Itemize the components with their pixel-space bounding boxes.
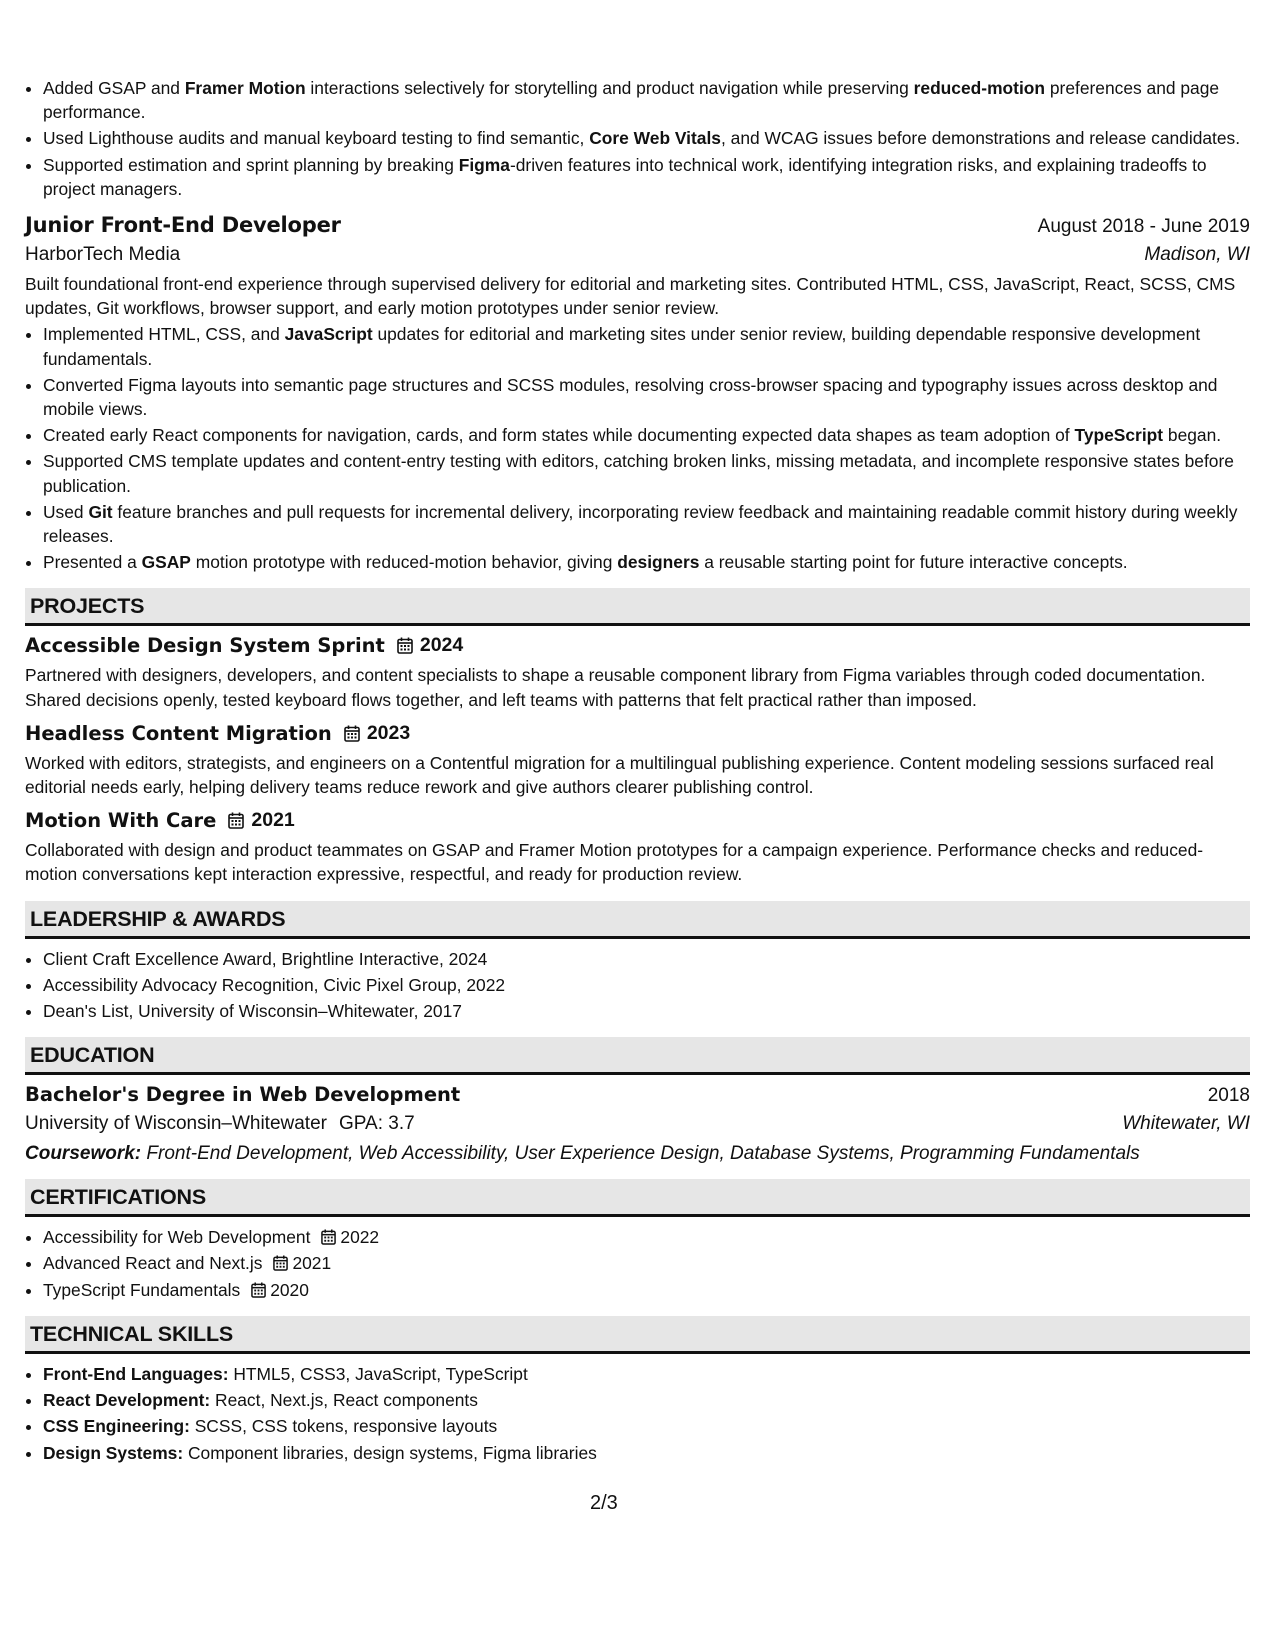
bullet-keyword: GSAP [141,552,191,573]
bullet-text: interactions selectively for storytelling and product navigation while preserving [305,78,914,98]
calendar-icon [344,725,360,742]
bullet-text: Supported estimation and sprint planning by breaking [43,154,459,175]
awards-list [25,947,1250,1024]
project-description: Worked with editors, strategists, and engineers on a Contentful migration for a multilingual publishing experience. Content modeling sessions surfaced real editorial needs early, helping delivery teams reduce rework and give authors clearer publishing control. [25,752,1214,798]
bullet-text: began. [1163,425,1222,446]
bullet-text: motion prototype with reduced-motion behavior, giving [190,552,618,573]
award-item: • Client Craft Excellence Award, Brightline Interactive, 2024 [43,947,1250,971]
bullet-text: Added GSAP and [43,78,185,98]
section-heading-skills: TECHNICAL SKILLS [25,1316,1250,1354]
certification-name: Advanced React and Next.js [43,1253,263,1274]
project-description: Partnered with designers, developers, and content specialists to shape a reusable component library from Figma variables through coded documentation. Shared decisions openly, tested keyboard flows together, and left teams with patterns that felt practical rather than imposed. [25,665,1206,710]
project-year: 2021 [251,809,295,832]
bullet-text: Implemented HTML, CSS, and [43,324,285,345]
skill-value: Component libraries, design systems, Figma libraries [183,1442,597,1463]
bullet-text: -driven features into technical work, identifying integration risks, and explaining tradeoffs to project managers. [43,154,1207,199]
education-year: 2018 [1207,1085,1250,1107]
certification-year: 2020 [270,1279,309,1300]
job-title: Junior Front-End Developer [25,213,341,238]
bullet-keyword: reduced-motion [913,78,1046,98]
project-name: Headless Content Migration [25,721,332,745]
bullet-text: Supported CMS template updates and content-entry testing with editors, catching broken links, missing metadata, and incomplete responsive states before publication. [43,451,1234,496]
education-gpa: GPA: 3.7 [338,1113,415,1135]
bullet-item [43,153,1250,201]
bullet-text: Converted Figma layouts into semantic page structures and SCSS modules, resolving cross-browser spacing and typography issues across desktop and mobile views. [43,374,1218,420]
education-location: Whitewater, WI [1122,1113,1250,1135]
project-year: 2023 [366,721,411,744]
calendar-icon [273,1255,288,1271]
calendar-icon [228,812,244,829]
bullet-item [43,423,1250,447]
bullet-keyword: Framer Motion [184,78,306,98]
certification-name: TypeScript Fundamentals [43,1279,241,1300]
certification-year: 2022 [340,1227,380,1248]
job-location: Madison, WI [1144,244,1250,266]
bullet-text: preferences and page performance. [43,78,1220,123]
skill-item [43,1388,1250,1412]
bullet-item [43,550,1250,574]
education-entry [25,1083,1250,1165]
skill-label: React Development: [43,1390,211,1411]
project-name: Accessible Design System Sprint [25,634,385,658]
experience-continued-bullets [25,76,1250,201]
bullet-text: feature branches and pull requests for incremental delivery, incorporating review feedback and maintaining readable commit history during weekly releases. [43,501,1238,547]
calendar-icon [251,1282,266,1298]
bullet-item [43,500,1250,548]
job-company: HarborTech Media [25,244,181,266]
bullet-text: Used [43,501,89,522]
bullet-item [43,449,1250,497]
section-heading-education: EDUCATION [25,1037,1250,1075]
job-dates: August 2018 - June 2019 [1037,216,1250,238]
award-item: • Accessibility Advocacy Recognition, Civic Pixel Group, 2022 [43,973,1250,997]
award-item: • Dean's List, University of Wisconsin–Whitewater, 2017 [43,999,1250,1023]
bullet-keyword: Git [88,501,113,522]
job-summary: Built foundational front-end experience through supervised delivery for editorial and marketing sites. Contributed HTML, CSS, JavaScript, React, SCSS, CMS updates, Git workflows, browser support, and early motion prototypes under senior review. [25,274,1236,319]
section-heading-certifications: CERTIFICATIONS [25,1179,1250,1217]
bullet-item [43,322,1250,370]
skill-value: SCSS, CSS tokens, responsive layouts [189,1416,498,1437]
calendar-icon [321,1229,336,1245]
bullet-item [43,373,1250,421]
coursework-list: Front-End Development, Web Accessibility, User Experience Design, Database Systems, Programming Fundamentals [141,1143,1140,1165]
skills-list [25,1362,1250,1465]
education-school: University of Wisconsin–Whitewater [25,1113,327,1135]
coursework-label: Coursework: [25,1143,142,1165]
bullet-text: Presented a [43,552,142,573]
bullet-item [43,76,1250,124]
skill-item [43,1441,1250,1465]
project-heading [25,722,1250,745]
project-heading [25,809,1250,832]
certification-item [43,1225,1250,1249]
resume-page [25,76,1250,1467]
skill-item [43,1414,1250,1438]
certifications-list [25,1225,1250,1302]
certification-name: Accessibility for Web Development [43,1227,311,1248]
projects-list [25,634,1250,886]
job-junior-front-end [25,213,1250,574]
bullet-text: , and WCAG issues before demonstrations and release candidates. [720,128,1241,149]
certification-item [43,1278,1250,1302]
project-year: 2024 [419,634,464,657]
bullet-keyword: TypeScript [1074,425,1164,446]
bullet-keyword: JavaScript [284,324,373,345]
bullet-keyword: Figma [458,154,510,175]
bullet-keyword: designers [617,552,700,573]
project-name: Motion With Care [25,809,217,833]
section-heading-projects: PROJECTS [25,588,1250,626]
skill-item [43,1362,1250,1386]
skill-label: CSS Engineering: [43,1416,190,1437]
bullet-text: a reusable starting point for future interactive concepts. [699,552,1128,573]
certification-year: 2021 [292,1253,332,1274]
page-number: 2/3 [590,1492,618,1514]
calendar-icon [397,637,413,654]
bullet-text: Created early React components for navigation, cards, and form states while documenting expected data shapes as team adoption of [43,425,1075,446]
education-degree: Bachelor's Degree in Web Development [25,1083,461,1107]
bullet-item [43,126,1250,150]
project-description: Collaborated with design and product teammates on GSAP and Framer Motion prototypes for a campaign experience. Performance checks and reduced-motion conversations kept interaction expressive, respectful, and ready for production review. [25,840,1204,885]
section-heading-leadership: LEADERSHIP & AWARDS [25,901,1250,939]
skill-value: HTML5, CSS3, JavaScript, TypeScript [228,1363,528,1384]
bullet-text: Used Lighthouse audits and manual keyboard testing to find semantic, [43,128,590,149]
bullet-keyword: Core Web Vitals [589,128,721,149]
job-bullets [25,322,1250,574]
bullet-text: updates for editorial and marketing sites under senior review, building dependable responsive development fundamentals. [43,324,1201,369]
project-heading [25,634,1250,657]
skill-label: Front-End Languages: [43,1363,229,1384]
education-coursework [25,1143,1250,1165]
skill-label: Design Systems: [43,1442,184,1463]
certification-item [43,1251,1250,1275]
skill-value: React, Next.js, React components [210,1390,478,1411]
